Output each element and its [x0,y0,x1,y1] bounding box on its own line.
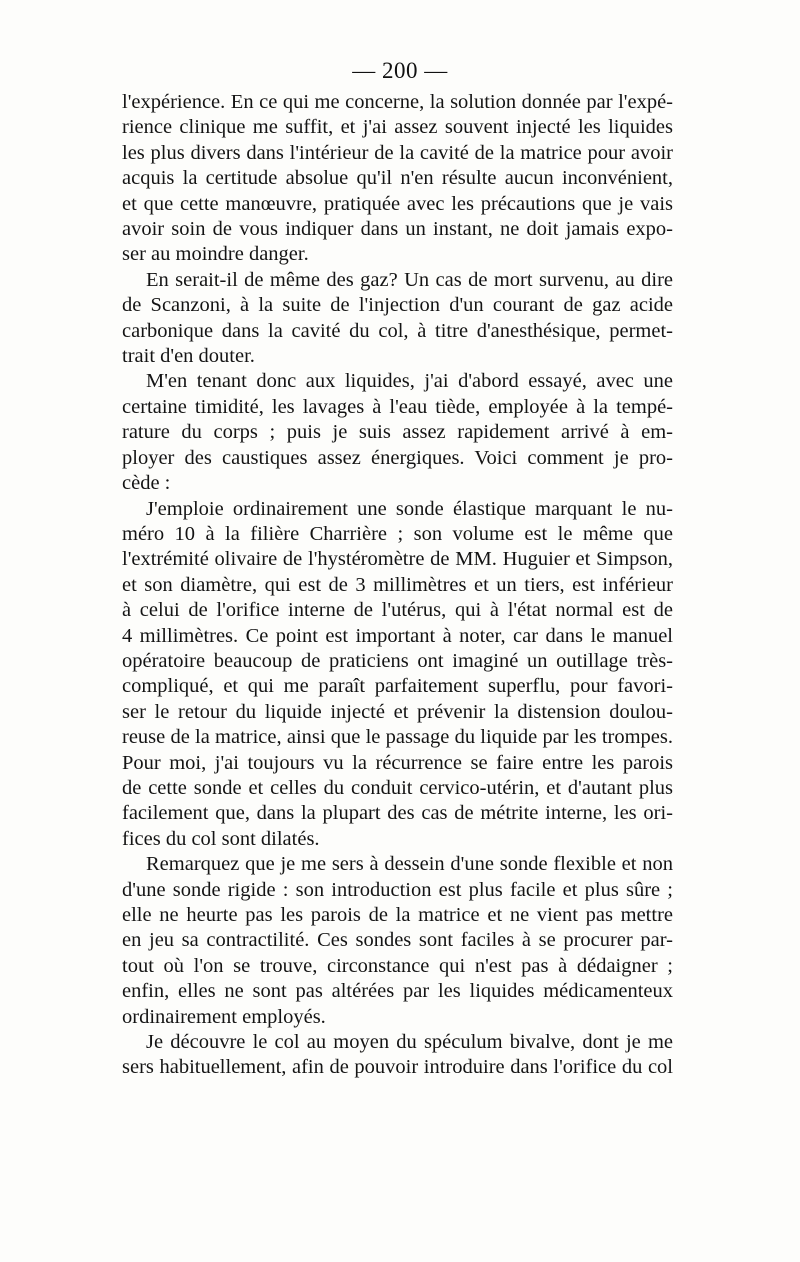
text-line: 4 millimètres. Ce point est important à noter, car dans le manuel [122,624,673,647]
text-line: l'extrémité olivaire de l'hystéromètre de MM. Huguier et Simpson, [122,548,673,571]
text-line: sers habituellement, afin de pouvoir introduire dans l'orifice du col [122,1056,673,1079]
text-line: cède : [122,472,171,495]
text-line: J'emploie ordinairement une sonde élastique marquant le nu- [146,497,673,520]
text-line: Je découvre le col au moyen du spéculum bivalve, dont je me [146,1031,673,1054]
paragraph-1 [122,90,673,268]
text-line: trait d'en douter. [122,345,255,368]
paragraph-2 [122,268,673,370]
text-line: M'en tenant donc aux liquides, j'ai d'abord essayé, avec une [146,370,673,393]
text-line: En serait-il de même des gaz? Un cas de mort survenu, au dire [146,268,673,291]
text-line: d'une sonde rigide : son introduction est plus facile et plus sûre ; [122,878,673,901]
text-line: ser au moindre danger. [122,243,309,266]
paragraph-6 [122,1030,673,1081]
text-line: méro 10 à la filière Charrière ; son volume est le même que [122,522,673,545]
text-line: Pour moi, j'ai toujours vu la récurrence se faire entre les parois [122,751,673,774]
text-line: les plus divers dans l'intérieur de la cavité de la matrice pour avoir [122,141,673,164]
text-line: ser le retour du liquide injecté et prévenir la distension doulou- [122,700,673,723]
page-number: — 200 — [352,58,448,83]
body-text [122,90,673,1081]
text-line: ployer des caustiques assez énergiques. Voici comment je pro- [122,446,673,469]
text-line: enfin, elles ne sont pas altérées par les liquides médicamenteux [122,980,673,1003]
text-line: en jeu sa contractilité. Ces sondes sont faciles à se procurer par- [122,929,673,952]
text-line: compliqué, et qui me paraît parfaitement superflu, pour favori- [122,675,673,698]
text-line: de cette sonde et celles du conduit cervico-utérin, et d'autant plus [122,776,673,799]
text-line: ordinairement employés. [122,1005,326,1028]
text-line: elle ne heurte pas les parois de la matrice et ne vient pas mettre [122,904,673,926]
text-line: rience clinique me suffit, et j'ai assez souvent injecté les liquides [122,116,673,139]
text-line: opératoire beaucoup de praticiens ont imaginé un outillage très- [122,649,673,672]
text-line: rature du corps ; puis je suis assez rapidement arrivé à em- [122,421,673,444]
text-line: facilement que, dans la plupart des cas de métrite interne, les ori- [122,802,673,825]
text-line: et que cette manœuvre, pratiquée avec les précautions que je vais [122,192,673,215]
text-line: reuse de la matrice, ainsi que le passage du liquide par les trompes. [122,726,673,749]
text-line: de Scanzoni, à la suite de l'injection d'un courant de gaz acide [122,294,673,317]
text-line: certaine timidité, les lavages à l'eau tiède, employée à la tempé- [122,395,673,418]
text-line: carbonique dans la cavité du col, à titre d'anesthésique, permet- [122,319,673,342]
paragraph-4 [122,497,673,853]
text-line: et son diamètre, qui est de 3 millimètres et un tiers, est inférieur [122,573,673,596]
text-line: avoir soin de vous indiquer dans un instant, ne doit jamais expo- [122,218,673,241]
text-line: Remarquez que je me sers à dessein d'une sonde flexible et non [146,853,673,876]
text-line: acquis la certitude absolue qu'il n'en résulte aucun inconvénient, [122,167,673,190]
paragraph-3 [122,369,673,496]
text-line: l'expérience. En ce qui me concerne, la solution donnée par l'expé- [122,91,673,113]
text-line: tout où l'on se trouve, circonstance qui n'est pas à dédaigner ; [122,954,673,977]
text-line: à celui de l'orifice interne de l'utérus, qui à l'état normal est de [122,599,673,622]
paragraph-5 [122,852,673,1030]
text-line: fices du col sont dilatés. [122,827,320,850]
